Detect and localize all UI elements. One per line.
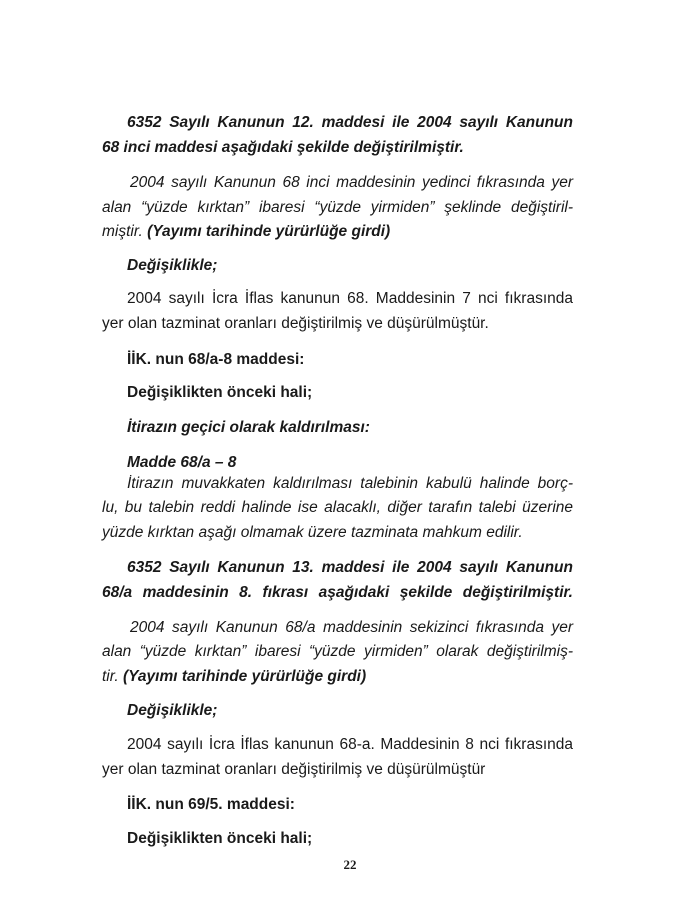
body-line: yüzde kırktan aşağı olmamak üzere tazminata mahkum edilir. <box>102 524 523 541</box>
section-label: Değişiklikten önceki hali; <box>127 384 313 401</box>
body-line: yer olan tazminat oranları değiştirilmiş ve düşürülmüştür. <box>102 315 489 332</box>
page-number: 22 <box>343 857 357 872</box>
body-line: yer olan tazminat oranları değiştirilmiş ve düşürülmüştür <box>102 761 486 778</box>
effective-note: (Yayımı tarihinde yürürlüğe girdi) <box>122 668 367 685</box>
body-text: tir. <box>102 668 119 685</box>
body-line: alan “yüzde kırktan” ibaresi “yüzde yirmiden” olarak değiştirilmiş- <box>102 643 573 660</box>
section-label: İİK. nun 69/5. maddesi: <box>127 796 295 813</box>
section-label: Değişiklikle; <box>127 702 218 719</box>
section-label: İİK. nun 68/a-8 maddesi: <box>127 351 305 368</box>
body-text: miştir. <box>102 223 143 240</box>
section-label: İtirazın geçici olarak kaldırılması: <box>127 419 370 436</box>
body-line: 2004 sayılı Kanunun 68/a maddesinin sekizinci fıkrasında yer <box>130 619 573 636</box>
heading-line: 6352 Sayılı Kanunun 13. maddesi ile 2004 sayılı Kanunun <box>127 559 573 576</box>
body-line: 2004 sayılı İcra İflas kanunun 68. Maddesinin 7 nci fıkrasında <box>127 290 573 307</box>
body-line: alan “yüzde kırktan” ibaresi “yüzde yirmiden” şeklinde değiştiril- <box>102 199 573 216</box>
heading-line: 68 inci maddesi aşağıdaki şekilde değiştirilmiştir. <box>102 139 464 156</box>
heading-line: 6352 Sayılı Kanunun 12. maddesi ile 2004 sayılı Kanunun <box>127 114 573 131</box>
section-label: Değişiklikle; <box>127 257 218 274</box>
body-line: 2004 sayılı İcra İflas kanunun 68-a. Maddesinin 8 nci fıkrasında <box>127 736 573 753</box>
body-line: 2004 sayılı Kanunun 68 inci maddesinin yedinci fıkrasında yer <box>130 174 573 191</box>
body-line <box>102 222 573 242</box>
body-line: İtirazın muvakkaten kaldırılması talebinin kabulü halinde borç- <box>127 475 573 492</box>
section-label: Değişiklikten önceki hali; <box>127 830 313 847</box>
body-line: lu, bu talebin reddi halinde ise alacaklı, diğer tarafın talebi üzerine <box>102 499 573 516</box>
effective-note: (Yayımı tarihinde yürürlüğe girdi) <box>147 223 391 240</box>
body-line <box>102 667 573 687</box>
heading-line: 68/a maddesinin 8. fıkrası aşağıdaki şekilde değiştirilmiştir. <box>102 584 573 601</box>
article-title: Madde 68/a – 8 <box>127 454 237 471</box>
